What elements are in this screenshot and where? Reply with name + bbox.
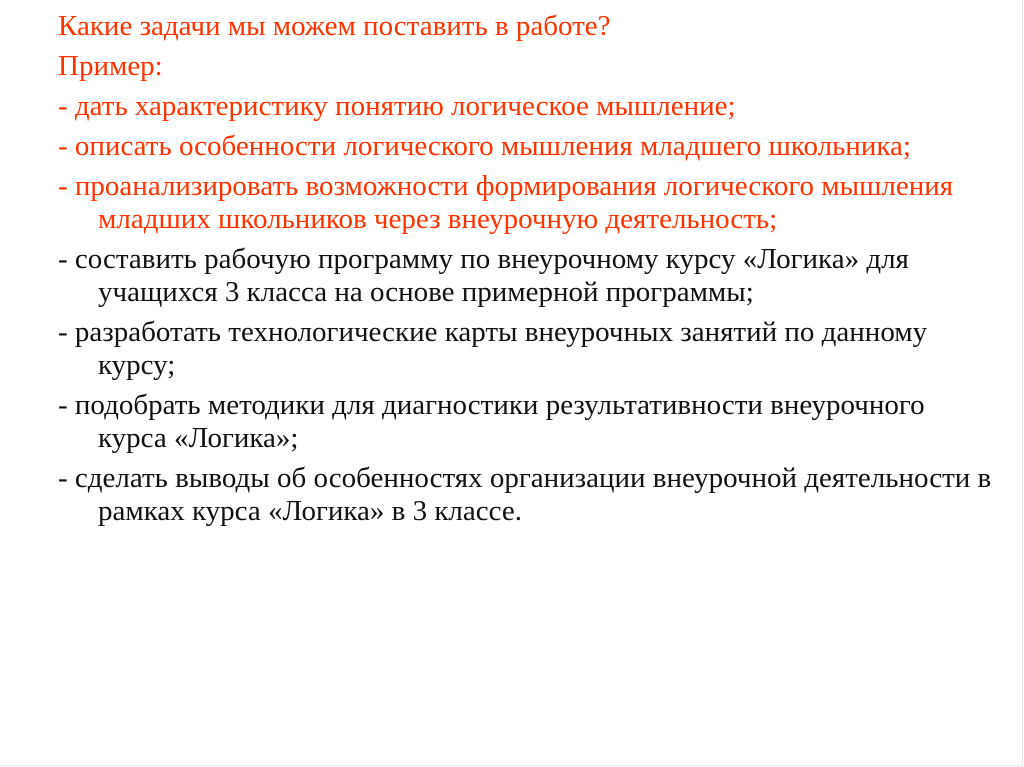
task-list (58, 90, 998, 528)
slide-title: Какие задачи мы можем поставить в работе? (58, 10, 611, 42)
task-item: - дать характеристику понятию логическое мышление; (58, 90, 736, 122)
task-item: - описать особенности логического мышления младшего школьника; (58, 130, 911, 162)
task-item: - разработать технологические карты внеурочных занятий по данному курсу; (58, 316, 928, 381)
slide-content (58, 10, 998, 535)
task-item: - проанализировать возможности формирования логического мышления младших школьников через внеурочную деятельность; (58, 170, 954, 235)
task-item: - составить рабочую программу по внеурочному курсу «Логика» для учащихся 3 класса на основе примерной программы; (58, 243, 909, 308)
task-item: - сделать выводы об особенностях организации внеурочной деятельности в рамках курса «Логика» в 3 классе. (58, 462, 992, 527)
task-item: - подобрать методики для диагностики результативности внеурочного курса «Логика»; (58, 389, 925, 454)
slide-subtitle: Пример: (58, 50, 163, 82)
